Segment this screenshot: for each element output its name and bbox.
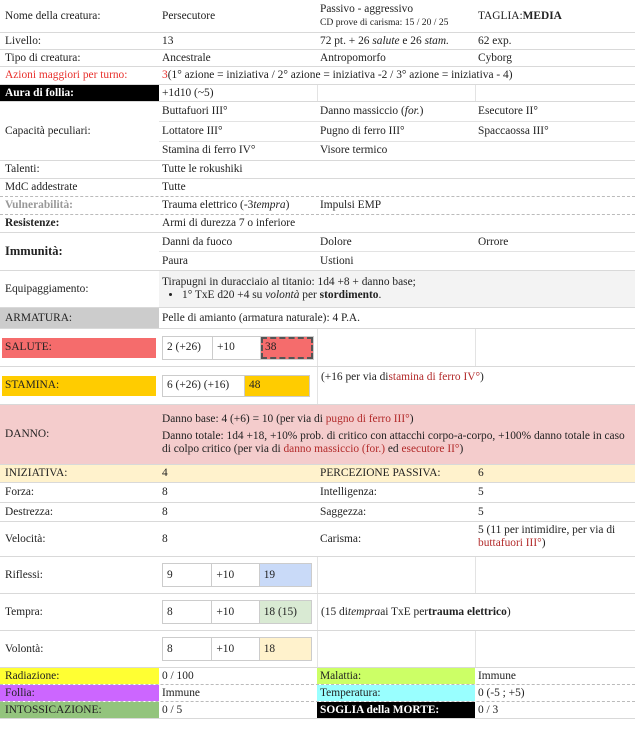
type-value-3: Cyborg (478, 51, 512, 64)
fortitude-stat-cell (159, 594, 317, 630)
ability-dm-close: ) (419, 104, 424, 117)
armor-value: Pelle di amianto (armatura naturale): 4 P.A. (162, 311, 361, 324)
equipment-row (0, 271, 635, 308)
damage-base (162, 413, 413, 426)
charisma-close: ) (541, 537, 546, 549)
resistance-label: Resistenze: (5, 217, 60, 229)
empty-cell (475, 252, 635, 270)
speed-label: Velocità: (5, 532, 46, 545)
abilities-grid (159, 102, 635, 160)
fortitude-note-close: ) (506, 605, 511, 618)
damage-total-mid: ed (385, 443, 402, 455)
speed-row (0, 522, 635, 557)
size-label: TAGLIA: (478, 9, 523, 22)
damage-total-link-2[interactable]: esecutore II° (401, 443, 460, 455)
will-stat-cell (159, 631, 317, 667)
ability-esecutore: Esecutore II° (478, 104, 538, 117)
reflex-row (0, 557, 635, 594)
bullet-text: 1° TxE d20 +4 su (182, 289, 266, 301)
bullet-stordimento: stordimento (319, 289, 379, 301)
points-mid: e 26 (402, 34, 422, 47)
death-threshold-value: 0 / 3 (478, 703, 499, 716)
actions-label: Azioni maggiori per turno: (5, 69, 128, 81)
immunity-fire: Danni da fuoco (162, 235, 233, 248)
intelligence-label: Intelligenza: (320, 486, 377, 498)
ability-spaccaossa: Spaccaossa III° (478, 124, 549, 137)
fortitude-label: Tempra: (5, 605, 43, 618)
actions-number: 3 (162, 69, 168, 81)
strength-row (0, 483, 635, 503)
abilities-row (0, 102, 635, 161)
will-base: 8 (163, 638, 212, 660)
armor-row (0, 308, 635, 329)
bullet-mid: per (299, 289, 320, 301)
immunity-grid (159, 233, 635, 270)
empty-cell (475, 142, 635, 160)
stamina-row (0, 367, 635, 405)
vulnerability-row (0, 197, 635, 215)
ability-danno-massiccio (317, 102, 475, 121)
intoxication-row (0, 702, 635, 719)
immunity-burns: Ustioni (320, 254, 354, 267)
will-label: Volontà: (5, 642, 44, 655)
header-row (0, 0, 635, 33)
stamina-note-close: ) (480, 371, 484, 383)
radiation-row (0, 668, 635, 685)
resistance-value: Armi di durezza 7 o inferiore (162, 217, 296, 229)
ability-visore-termico: Visore termico (320, 144, 388, 157)
passive-behaviour: Passivo - aggressivo (320, 3, 414, 15)
fortitude-note (317, 594, 635, 630)
immunity-label: Immunità: (5, 244, 63, 258)
empty-cell (475, 631, 635, 667)
ability-dm-text: Danno massiccio ( (320, 104, 405, 117)
charisma-link[interactable]: buttafuori III° (478, 537, 542, 549)
wisdom-value: 5 (478, 505, 484, 518)
abilities-line (159, 142, 635, 160)
initiative-row (0, 465, 635, 483)
type-value-2: Antropomorfo (320, 51, 386, 64)
damage-total (162, 430, 632, 456)
health-label-cell (0, 329, 159, 366)
perception-label: PERCEZIONE PASSIVA: (320, 467, 441, 479)
type-row (0, 50, 635, 67)
type-label: Tipo di creatura: (5, 51, 81, 64)
madness-row (0, 685, 635, 702)
damage-row (0, 405, 635, 465)
temperature-label: Temperatura: (317, 685, 475, 701)
madness-value: Immune (162, 686, 200, 699)
level-exp: 62 exp. (478, 34, 512, 47)
level-row (0, 33, 635, 50)
fortitude-note-tempra: tempra (347, 605, 381, 618)
health-total: 38 (261, 337, 313, 359)
health-base: 2 (+26) (163, 337, 213, 359)
madness-label: Follia: (0, 685, 159, 701)
reflex-stat (162, 563, 312, 587)
intelligence-value: 5 (478, 486, 484, 498)
health-row (0, 329, 635, 367)
health-label: SALUTE: (2, 338, 156, 358)
abilities-line (159, 102, 635, 122)
abilities-line (159, 122, 635, 142)
points-stam: stam. (424, 34, 449, 47)
empty-cell (475, 557, 635, 593)
level-points (317, 33, 475, 49)
empty-cell (317, 557, 475, 593)
damage-total-text: Danno totale: 1d4 +18, +10% prob. di critico con attacchi corpo-a-corpo, +100% danno totale in caso di colpo critico (per via di (162, 430, 625, 455)
charisma-dc: CD prove di carisma: 15 / 20 / 25 (320, 17, 449, 28)
fortitude-note-trauma: trauma elettrico (428, 605, 507, 618)
stamina-label-cell (0, 367, 159, 404)
ability-buttafuori: Buttafuori III° (162, 104, 228, 117)
vuln-text: Trauma elettrico (-3 (162, 199, 254, 211)
empty-cell (317, 631, 475, 667)
damage-total-link-1[interactable]: danno massiccio (for.) (283, 443, 386, 455)
fortitude-row (0, 594, 635, 631)
vulnerability-1 (159, 197, 317, 214)
fortitude-bonus: +10 (212, 601, 259, 623)
damage-base-text: Danno base: 4 (+6) = 10 (per via di (162, 413, 326, 425)
death-threshold-label: SOGLIA della MORTE: (317, 702, 475, 718)
reflex-stat-cell (159, 557, 317, 593)
fortitude-note-text: (15 di (321, 605, 348, 618)
perception-value: 6 (478, 467, 484, 479)
equipment-bullet (182, 289, 381, 302)
equipment-line: Tirapugni in duracciaio al titanio: 1d4 +8 + danno base; (162, 276, 416, 288)
equipment-list (162, 289, 381, 302)
immunity-fear: Paura (162, 254, 188, 267)
equipment-label: Equipaggiamento: (5, 282, 89, 295)
ability-dm-for: for. (404, 104, 420, 117)
talents-row (0, 161, 635, 179)
points-prefix: 72 pt. + 26 (320, 34, 370, 47)
wisdom-label: Saggezza: (320, 505, 367, 518)
health-bonus: +10 (213, 337, 261, 359)
dexterity-row (0, 503, 635, 522)
equipment-value (159, 271, 635, 307)
stamina-note (317, 367, 635, 404)
madness-aura-label: Aura di follia: (0, 85, 159, 101)
passive-cell (317, 0, 475, 32)
mdc-label: MdC addestrate (5, 181, 78, 193)
actions-text: (1° azione = iniziativa / 2° azione = iniziativa -2 / 3° azione = iniziativa - 4) (167, 69, 513, 81)
level-value: 13 (162, 34, 174, 47)
reflex-total: 19 (260, 564, 311, 586)
reflex-base: 9 (163, 564, 212, 586)
immunity-row (0, 233, 635, 271)
ability-stamina-di-ferro: Stamina di ferro IV° (162, 144, 256, 157)
fortitude-note-mid: ai TxE per (380, 605, 429, 618)
actions-value (159, 67, 635, 84)
creature-name-value: Persecutore (162, 9, 216, 22)
stamina-base: 6 (+26) (+16) (163, 376, 245, 396)
health-stat (162, 336, 314, 360)
will-row (0, 631, 635, 668)
intoxication-value: 0 / 5 (162, 703, 183, 716)
damage-base-close: ) (409, 413, 414, 425)
initiative-label: INIZIATIVA: (5, 467, 68, 479)
damage-total-close: ) (459, 443, 464, 455)
stamina-label: STAMINA: (2, 376, 156, 396)
ability-lottatore: Lottatore III° (162, 124, 223, 137)
initiative-value: 4 (162, 467, 168, 479)
armor-label: ARMATURA: (0, 308, 159, 328)
vulnerability-label: Vulnerabilità: (5, 199, 73, 211)
will-total: 18 (260, 638, 311, 660)
charisma-label: Carisma: (320, 532, 362, 545)
disease-label: Malattia: (317, 668, 475, 684)
actions-row (0, 67, 635, 85)
empty-cell (317, 329, 475, 366)
immunity-line (159, 233, 635, 252)
reflex-label: Riflessi: (5, 568, 43, 581)
stamina-note-text: (+16 per via di (321, 371, 389, 383)
ability-pugno-di-ferro: Pugno di ferro III° (320, 124, 405, 137)
disease-value: Immune (478, 669, 516, 682)
strength-label: Forza: (5, 486, 35, 498)
radiation-label: Radiazione: (0, 668, 159, 684)
fortitude-total: 18 (15) (260, 601, 311, 623)
intoxication-label: INTOSSICAZIONE: (0, 702, 159, 718)
size-value: MEDIA (522, 9, 562, 22)
health-stat-cell (159, 329, 317, 366)
bullet-volonta: volontà (265, 289, 300, 301)
mdc-value: Tutte (162, 181, 186, 193)
vuln-tempra: tempra (253, 199, 286, 211)
stamina-total: 48 (245, 376, 309, 396)
strength-value: 8 (162, 486, 168, 498)
radiation-value: 0 / 100 (162, 669, 194, 682)
empty-cell (317, 85, 475, 101)
immunity-pain: Dolore (320, 235, 352, 248)
will-stat (162, 637, 312, 661)
type-value-1: Ancestrale (162, 51, 211, 64)
madness-aura-row (0, 85, 635, 102)
fortitude-stat (162, 600, 312, 624)
madness-aura-value: +1d10 (~5) (162, 86, 214, 99)
immunity-horror: Orrore (478, 235, 509, 248)
bullet-end: . (378, 289, 382, 301)
charisma-value (475, 522, 635, 556)
abilities-label: Capacità peculiari: (5, 124, 91, 137)
empty-cell (475, 197, 635, 214)
stamina-note-link[interactable]: stamina di ferro IV° (388, 371, 481, 383)
talents-label: Talenti: (5, 163, 40, 175)
vulnerability-2: Impulsi EMP (320, 199, 382, 211)
points-salute: salute (372, 34, 400, 47)
empty-cell (475, 329, 635, 366)
vuln-close: ) (285, 199, 290, 211)
empty-cell (475, 85, 635, 101)
dexterity-value: 8 (162, 505, 168, 518)
immunity-line (159, 252, 635, 270)
damage-label: DANNO: (5, 428, 50, 440)
talents-value: Tutte le rokushiki (162, 163, 243, 175)
charisma-text: 5 (11 per intimidire, per via di (478, 524, 616, 536)
fortitude-base: 8 (163, 601, 212, 623)
creature-name-label: Nome della creatura: (5, 9, 101, 22)
damage-value (159, 405, 635, 464)
stamina-stat-cell (159, 367, 317, 404)
temperature-value: 0 (-5 ; +5) (478, 686, 525, 699)
will-bonus: +10 (212, 638, 259, 660)
damage-base-link[interactable]: pugno di ferro III° (325, 413, 410, 425)
dexterity-label: Destrezza: (5, 505, 54, 518)
mdc-row (0, 179, 635, 197)
stamina-stat (162, 375, 310, 397)
size-cell (475, 0, 635, 32)
level-label: Livello: (5, 34, 42, 47)
speed-value: 8 (162, 532, 168, 545)
reflex-bonus: +10 (212, 564, 259, 586)
resistance-row (0, 215, 635, 233)
